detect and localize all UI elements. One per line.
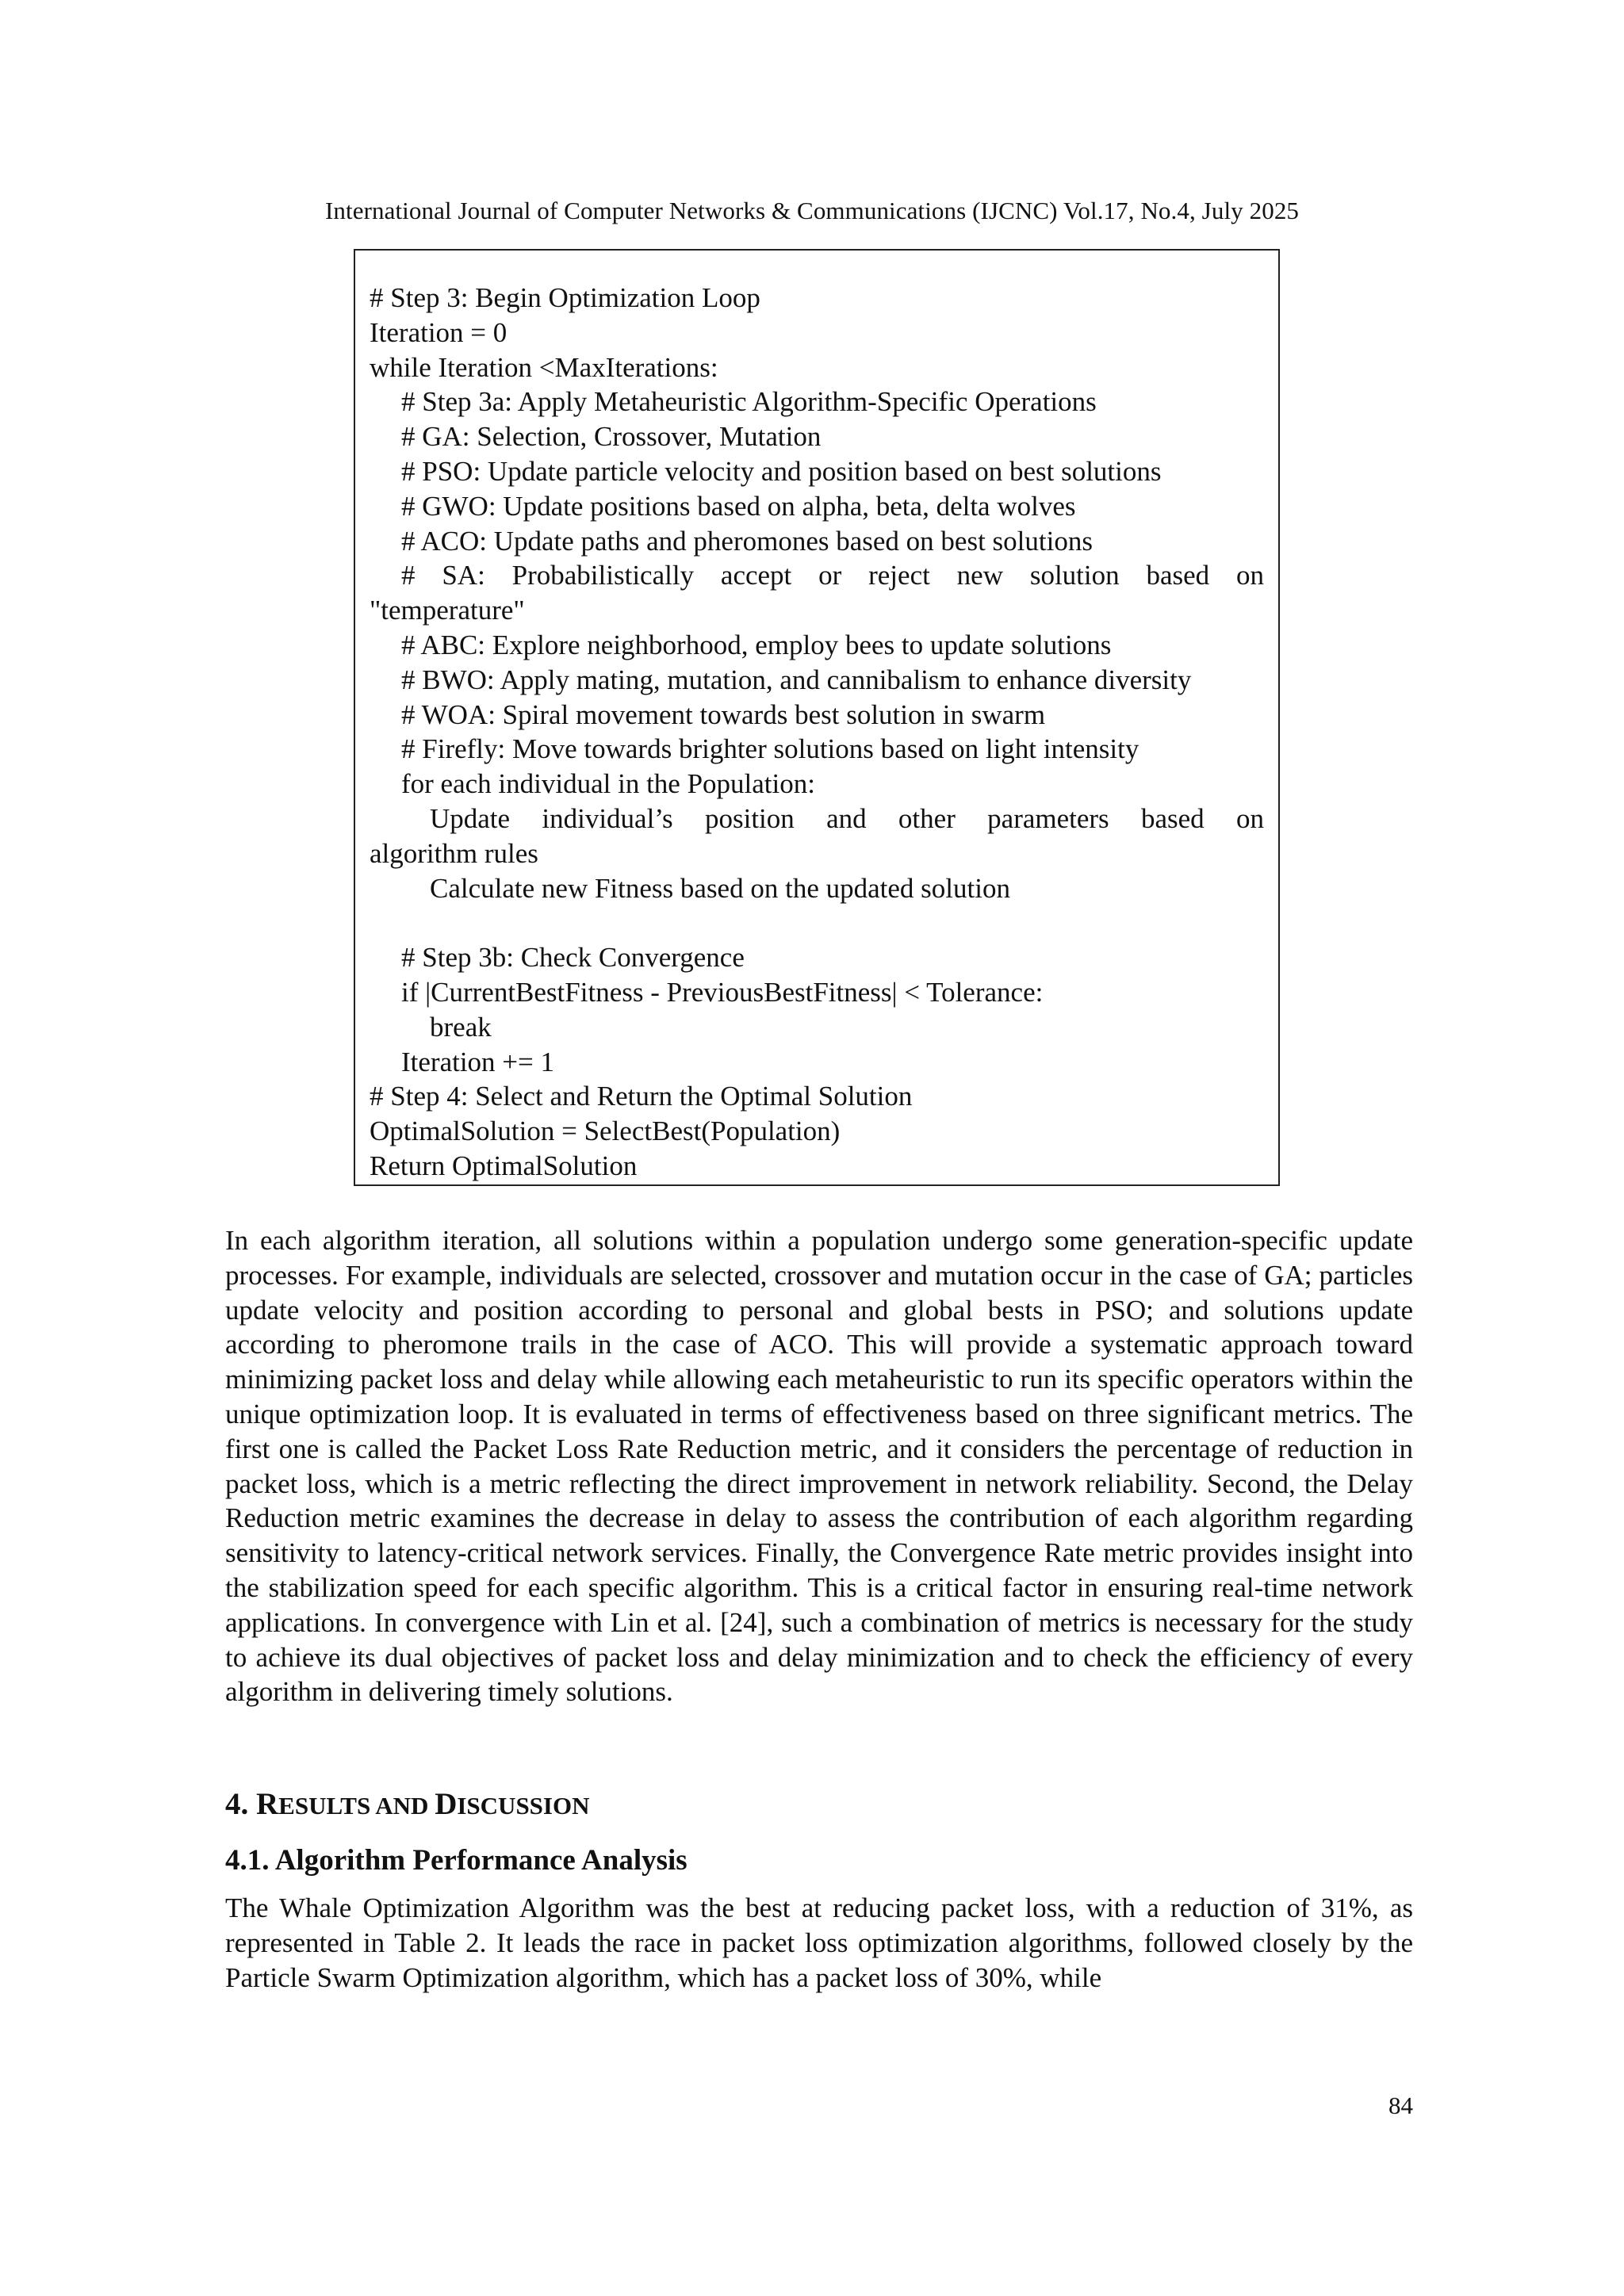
code-line: Iteration += 1 bbox=[401, 1046, 555, 1077]
code-line: # Step 4: Select and Return the Optimal Solution bbox=[370, 1081, 913, 1112]
code-line: # GA: Selection, Crossover, Mutation bbox=[401, 421, 822, 453]
code-line bbox=[370, 905, 1264, 940]
code-line: for each individual in the Population: bbox=[401, 768, 815, 800]
code-line: # PSO: Update particle velocity and position based on best solutions bbox=[401, 455, 1162, 487]
section-title-rest-1: ESULTS AND bbox=[278, 1792, 435, 1820]
body-paragraph-1: In each algorithm iteration, all solutions within a population undergo some generation-specific update processes. For example, individuals are selected, crossover and mutation occur in the case of GA; particles update velocity and position according to personal and global bests in PSO; and solutions update according to pheromone trails in the case of ACO. This will provide a systematic approach toward minimizing packet loss and delay while allowing each metaheuristic to run its specific operators within the unique optimization loop. It is evaluated in terms of effectiveness based on three significant metrics. The first one is called the Packet Loss Rate Reduction metric, and it considers the percentage of reduction in packet loss, which is a metric reflecting the direct improvement in network reliability. Second, the Delay Reduction metric examines the decrease in delay to assess the contribution of each algorithm regarding sensitivity to latency-critical network services. Finally, the Convergence Rate metric provides insight into the stabilization speed for each specific algorithm. This is a critical factor in ensuring real-time network applications. In convergence with Lin et al. [24], such a combination of metrics is necessary for the study to achieve its dual objectives of packet loss and delay minimization and to check the efficiency of every algorithm in delivering timely solutions. bbox=[225, 1225, 1413, 1708]
code-line: "temperature" bbox=[370, 595, 525, 626]
code-line: # ACO: Update paths and pheromones based on best solutions bbox=[401, 525, 1093, 557]
code-line: Iteration = 0 bbox=[370, 316, 508, 348]
code-line: # WOA: Spiral movement towards best solution in swarm bbox=[401, 698, 1046, 730]
code-line: # GWO: Update positions based on alpha, beta, delta wolves bbox=[401, 490, 1076, 522]
page-number: 84 bbox=[1388, 2091, 1413, 2119]
section-title-rest-2: ISCUSSION bbox=[457, 1792, 590, 1820]
code-line: Return OptimalSolution bbox=[370, 1150, 638, 1181]
code-line: break bbox=[430, 1011, 492, 1043]
pseudocode-lines bbox=[370, 281, 1264, 1184]
section-title-cap-1: R bbox=[256, 1787, 279, 1821]
code-line: Update individual’s position and other parameters based on bbox=[430, 802, 1264, 834]
section-number: 4. bbox=[225, 1787, 256, 1821]
code-line: if |CurrentBestFitness - PreviousBestFitness| < Tolerance: bbox=[401, 976, 1044, 1008]
code-line: Calculate new Fitness based on the updated solution bbox=[430, 872, 1010, 904]
code-line: # BWO: Apply mating, mutation, and cannibalism to enhance diversity bbox=[401, 664, 1192, 695]
code-line: # Step 3: Begin Optimization Loop bbox=[370, 282, 760, 313]
section-title-cap-2: D bbox=[435, 1787, 458, 1821]
code-line: algorithm rules bbox=[370, 837, 538, 869]
code-line: while Iteration <MaxIterations: bbox=[370, 351, 718, 383]
pseudocode-box bbox=[354, 249, 1280, 1186]
code-line: # SA: Probabilistically accept or reject new solution based on bbox=[401, 560, 1264, 591]
code-line: # Step 3b: Check Convergence bbox=[401, 942, 745, 974]
code-line: # Firefly: Move towards brighter solutions based on light intensity bbox=[401, 733, 1139, 765]
body-paragraph-2: The Whale Optimization Algorithm was the best at reducing packet loss, with a reduction of 31%, as represented in Table 2. It leads the race in packet loss optimization algorithms, followed closely by the Particle Swarm Optimization algorithm, which has a packet loss of 30%, while bbox=[225, 1892, 1413, 1993]
code-line: # Step 3a: Apply Metaheuristic Algorithm-Specific Operations bbox=[401, 386, 1097, 418]
code-line: OptimalSolution = SelectBest(Population) bbox=[370, 1115, 841, 1147]
journal-header: International Journal of Computer Networks & Communications (IJCNC) Vol.17, No.4, July 2025 bbox=[324, 197, 1300, 224]
section-heading bbox=[225, 1786, 589, 1822]
subsection-heading: 4.1. Algorithm Performance Analysis bbox=[225, 1844, 688, 1877]
code-line: # ABC: Explore neighborhood, employ bees to update solutions bbox=[401, 629, 1112, 660]
